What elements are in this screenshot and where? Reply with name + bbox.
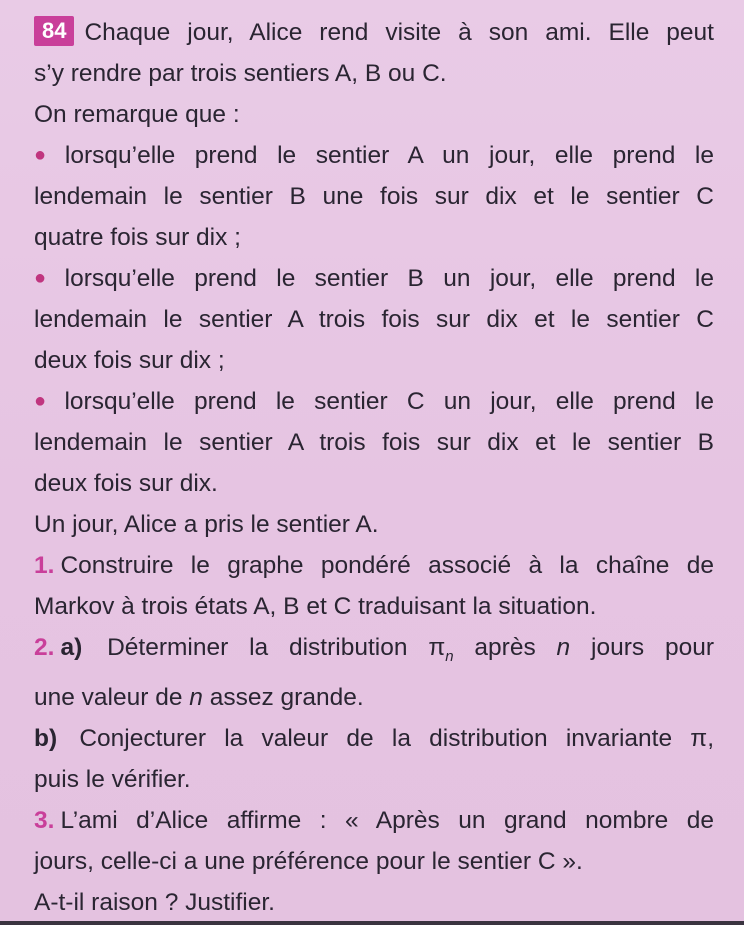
start-line: Un jour, Alice a pris le sentier A.: [34, 511, 379, 538]
question-2b-label: b): [34, 724, 58, 752]
question-3-line-3: A-t-il raison ? Justifier.: [34, 888, 275, 916]
question-2a-label: a): [60, 634, 83, 661]
question-3-line-1: 3. L’ami d’Alice affirme : « Après un grand nombre de: [34, 806, 714, 834]
bullet-2-line-1: ● lorsqu’elle prend le sentier B un jour, elle prend le: [34, 265, 714, 292]
bullet-2-line-2: lendemain le sentier A trois fois sur dix et le sentier C: [34, 306, 714, 333]
question-1-line-1: 1. Construire le graphe pondéré associé à la chaîne de: [34, 552, 714, 579]
question-3-number: 3.: [34, 806, 55, 834]
bullet-3-line-3: deux fois sur dix.: [34, 470, 218, 497]
question-3-line-2: jours, celle-ci a une préférence pour le sentier C ».: [34, 847, 583, 875]
question-1-line-2: Markov à trois états A, B et C traduisant la situation.: [34, 593, 597, 620]
bullet-2-line-3: deux fois sur dix ;: [34, 347, 225, 374]
bullet-icon: ●: [34, 144, 59, 166]
bullet-3-line-2: lendemain le sentier A trois fois sur dix et le sentier B: [34, 429, 714, 456]
intro-line-2: s’y rendre par trois sentiers A, B ou C.: [34, 60, 447, 87]
intro-line-1: 84 Chaque jour, Alice rend visite à son ami. Elle peut: [34, 12, 714, 53]
remark-line: On remarque que :: [34, 101, 240, 128]
bullet-1-line-2: lendemain le sentier B une fois sur dix et le sentier C: [34, 183, 714, 210]
question-2a-line-2: une valeur de n assez grande.: [34, 683, 364, 711]
question-2b-line-2: puis le vérifier.: [34, 765, 191, 793]
bullet-icon: ●: [34, 390, 59, 412]
question-2a-line-1: 2. a) Déterminer la distribution $\pi_n$ après n jours pour: [34, 634, 715, 665]
bullet-3-line-1: ● lorsqu’elle prend le sentier C un jour, elle prend le: [34, 388, 714, 415]
bottom-border: [0, 921, 744, 925]
question-2-number: 2.: [34, 634, 55, 661]
question-1-number: 1.: [34, 552, 55, 579]
bullet-1-line-3: quatre fois sur dix ;: [34, 224, 241, 251]
bullet-icon: ●: [34, 267, 59, 289]
question-2b-line-1: b) Conjecturer la valeur de la distribution invariante π,: [34, 724, 715, 752]
bullet-1-line-1: ● lorsqu’elle prend le sentier A un jour, elle prend le: [34, 142, 714, 169]
exercise-number-badge: 84: [34, 16, 74, 46]
